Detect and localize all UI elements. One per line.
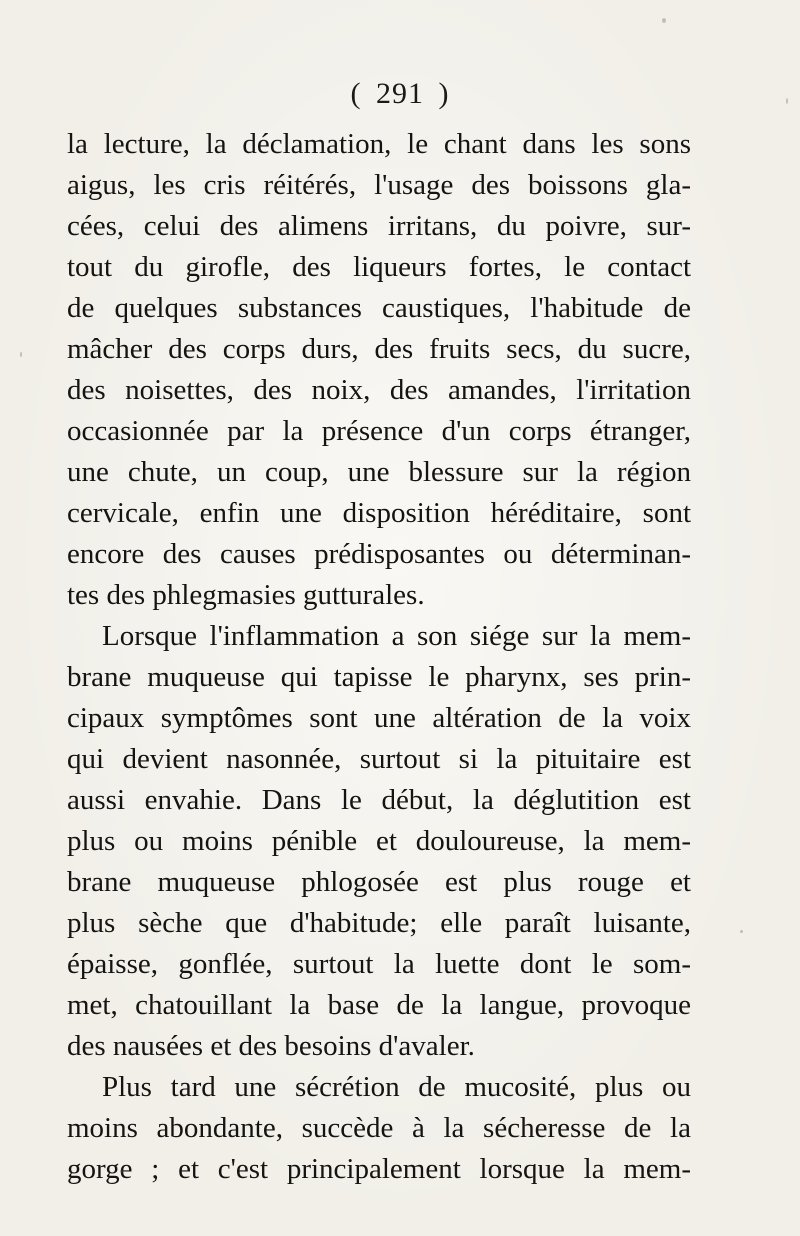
page-number-value: 291 (376, 77, 424, 110)
text-line: brane muqueuse qui tapisse le pharynx, ses prin- (67, 661, 691, 693)
text-line: des nausées et des besoins d'avaler. (67, 1030, 475, 1062)
text-line: cervicale, enfin une disposition héréditaire, sont (67, 497, 691, 529)
text-line: cipaux symptômes sont une altération de la voix (67, 702, 691, 734)
paragraph (67, 124, 691, 616)
paper-speck (740, 930, 743, 933)
text-line: qui devient nasonnée, surtout si la pituitaire est (67, 743, 691, 775)
paper-speck (786, 98, 788, 104)
text-line: aussi envahie. Dans le début, la déglutition est (67, 784, 691, 816)
text-line: plus ou moins pénible et douloureuse, la mem- (67, 825, 691, 857)
text-line: cées, celui des alimens irritans, du poivre, sur- (67, 210, 691, 242)
text-line: gorge ; et c'est principalement lorsque la mem- (67, 1153, 691, 1185)
paper-speck (662, 18, 666, 23)
text-line: tes des phlegmasies gutturales. (67, 579, 425, 611)
text-line: aigus, les cris réitérés, l'usage des boissons gla- (67, 169, 691, 201)
text-line: brane muqueuse phlogosée est plus rouge et (67, 866, 691, 898)
paper-speck (120, 1170, 123, 1173)
text-line: occasionnée par la présence d'un corps étranger, (67, 415, 691, 447)
paragraph (67, 1067, 691, 1190)
text-line: encore des causes prédisposantes ou déterminan- (67, 538, 691, 570)
text-line: des noisettes, des noix, des amandes, l'irritation (67, 374, 691, 406)
text-line: mâcher des corps durs, des fruits secs, du sucre, (67, 333, 691, 365)
paragraph (67, 616, 691, 1067)
text-line: une chute, un coup, une blessure sur la région (67, 456, 691, 488)
text-line: Lorsque l'inflammation a son siége sur la mem- (102, 620, 691, 652)
paper-speck (20, 352, 22, 357)
body-text (67, 124, 691, 1190)
text-line: plus sèche que d'habitude; elle paraît luisante, (67, 907, 691, 939)
text-line: épaisse, gonflée, surtout la luette dont le som- (67, 948, 691, 980)
text-line: met, chatouillant la base de la langue, provoque (67, 989, 691, 1021)
text-line: la lecture, la déclamation, le chant dans les sons (67, 128, 691, 160)
page-number: ( 291 ) (350, 77, 450, 110)
text-line: de quelques substances caustiques, l'habitude de (67, 292, 691, 324)
text-line: moins abondante, succède à la sécheresse de la (67, 1112, 691, 1144)
text-line: tout du girofle, des liqueurs fortes, le contact (67, 251, 691, 283)
text-line: Plus tard une sécrétion de mucosité, plus ou (102, 1071, 691, 1103)
